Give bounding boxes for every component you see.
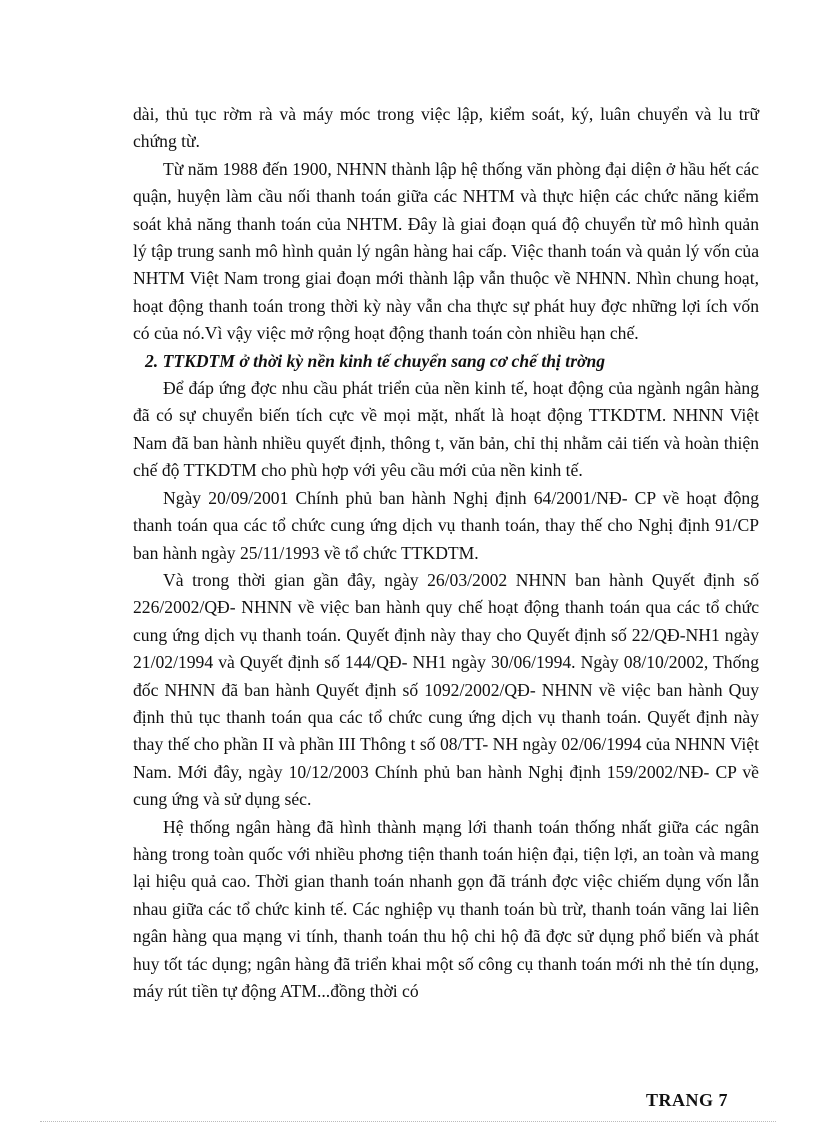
paragraph-6: Hệ thống ngân hàng đã hình thành mạng lới thanh toán thống nhất giữa các ngân hàng trong toàn quốc với nhiều phơng tiện thanh toán hiện đại, tiện lợi, an toàn và mang lại hiệu quả cao. Thời gian thanh toán nhanh gọn đã tránh đợc việc chiếm dụng vốn lẫn nhau giữa các tổ chức kinh tế. Các nghiệp vụ thanh toán bù trừ, thanh toán vãng lai liên ngân hàng qua mạng vi tính, thanh toán thu hộ chi hộ đã đợc sử dụng phổ biến và phát huy tốt tác dụng; ngân hàng đã triển khai một số công cụ thanh toán mới nh thẻ tín dụng, máy rút tiền tự động ATM...đồng thời có bbox=[133, 816, 759, 1001]
paragraph-3: Để đáp ứng đợc nhu cầu phát triển của nền kinh tế, hoạt động của ngành ngân hàng đã có sự chuyển biến tích cực về mọi mặt, nhất là hoạt động TTKDTM. NHNN Việt Nam đã ban hành nhiều quyết định, thông t, văn bản, chỉ thị nhằm cải tiến và hoàn thiện chế độ TTKDTM cho phù hợp với yêu cầu mới của nền kinh tế. bbox=[133, 378, 759, 481]
paragraph-2: Từ năm 1988 đến 1900, NHNN thành lập hệ thống văn phòng đại diện ở hầu hết các quận, huyện làm cầu nối thanh toán giữa các NHTM và thực hiện các chức năng kiểm soát khả năng thanh toán của NHTM. Đây là giai đoạn quá độ chuyển từ mô hình quản lý tập trung sanh mô hình quản lý ngân hàng hai cấp. Việc thanh toán và quản lý vốn của NHTM Việt Nam trong giai đoạn mới thành lập vẫn thuộc về NHNN. Nhìn chung hoạt, hoạt động thanh toán trong thời kỳ này vẫn cha thực sự phát huy đợc những lợi ích vốn có của nó.Vì vậy việc mở rộng hoạt động thanh toán còn nhiều hạn chế. bbox=[133, 158, 759, 344]
page-number: TRANG 7 bbox=[645, 1090, 728, 1110]
paragraph-4: Ngày 20/09/2001 Chính phủ ban hành Nghị định 64/2001/NĐ- CP về hoạt động thanh toán qua các tổ chức cung ứng dịch vụ thanh toán, thay thế cho Nghị định 91/CP ban hành ngày 25/11/1993 về tổ chức TTKDTM. bbox=[133, 487, 759, 563]
paragraph-1: dài, thủ tục rờm rà và máy móc trong việc lập, kiểm soát, ký, luân chuyển và lu trữ chứng từ. bbox=[133, 104, 759, 152]
document-body bbox=[133, 101, 759, 1005]
section-heading: 2. TTKDTM ở thời kỳ nền kinh tế chuyển sang cơ chế thị trờng bbox=[145, 350, 606, 371]
paragraph-5: Và trong thời gian gần đây, ngày 26/03/2002 NHNN ban hành Quyết định số 226/2002/QĐ- NHNN về việc ban hành quy chế hoạt động thanh toán qua các tổ chức cung ứng dịch vụ thanh toán. Quyết định này thay cho Quyết định số 22/QĐ-NH1 ngày 21/02/1994 và Quyết định số 144/QĐ- NH1 ngày 30/06/1994. Ngày 08/10/2002, Thống đốc NHNN đã ban hành Quyết định số 1092/2002/QĐ- NHNN về việc ban hành Quy định thủ tục thanh toán qua các tổ chức cung ứng dịch vụ thanh toán. Quyết định này thay thế cho phần II và phần III Thông t số 08/TT- NH ngày 02/06/1994 của NHNN Việt Nam. Mới đây, ngày 10/12/2003 Chính phủ ban hành Nghị định 159/2002/NĐ- CP về cung ứng và sử dụng séc. bbox=[133, 569, 759, 810]
footer-divider bbox=[40, 1121, 776, 1122]
